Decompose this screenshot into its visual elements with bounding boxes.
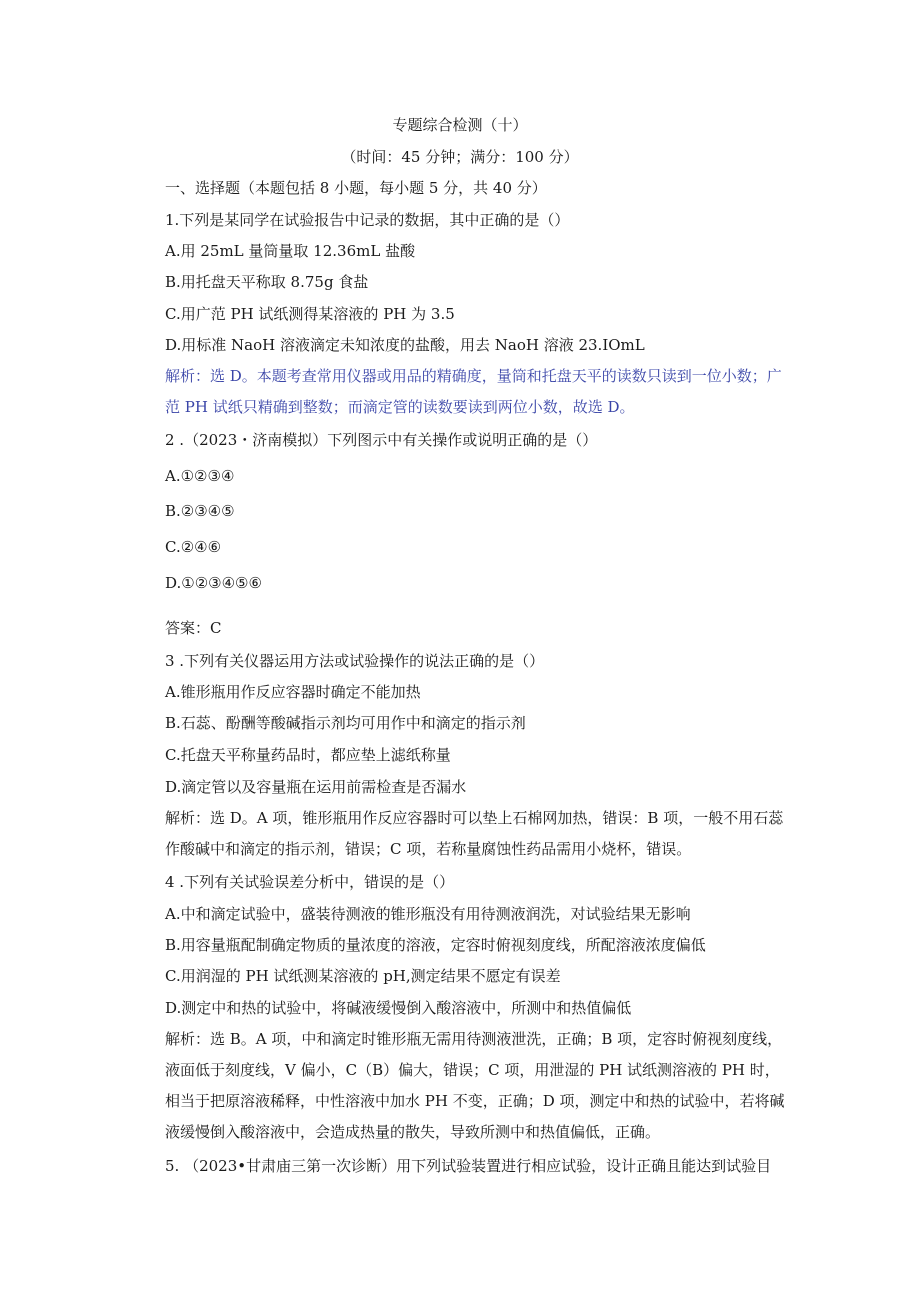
page-title: 专题综合检测（十）	[392, 116, 528, 134]
question-5-stem: 5. （2023•甘肃庙三第一次诊断）用下列试验装置进行相应试验，设计正确且能达到试验目	[165, 1157, 772, 1175]
question-4-stem: 4 .下列有关试验误差分析中，错误的是（）	[165, 873, 455, 891]
question-4-option-a: A.中和滴定试验中，盛装待测液的锥形瓶没有用待测液润洗，对试验结果无影响	[165, 905, 691, 923]
question-3-option-d: D.滴定管以及容量瓶在运用前需检查是否漏水	[165, 778, 467, 796]
question-1-stem: 1.下列是某同学在试验报告中记录的数据，其中正确的是（）	[165, 211, 570, 229]
question-1-explanation: 解析：选 D。本题考查常用仪器或用品的精确度，量筒和托盘天平的读数只读到一位小数；广范 PH 试纸只精确到整数；而滴定管的读数要读到两位小数，故选 D。	[165, 367, 782, 416]
question-2-option-a: A.①②③④	[165, 467, 235, 485]
question-3-option-a: A.锥形瓶用作反应容器时确定不能加热	[165, 683, 421, 701]
question-4-option-d: D.测定中和热的试验中，将碱液缓慢倒入酸溶液中，所测中和热值偏低	[165, 999, 632, 1017]
question-2-answer: 答案：C	[165, 619, 222, 637]
page-subtitle: （时间：45 分钟；满分：100 分）	[341, 148, 579, 166]
question-4-explanation: 解析：选 B。A 项，中和滴定时锥形瓶无需用待测液泄洗，正确；B 项，定容时俯视刻度线，液面低于刻度线，V 偏小，C（B）偏大，错误；C 项，用泄湿的 PH 试纸测溶液的 PH 时，相当于把原溶液稀释，中性溶液中加水 PH 不变，正确；D 项，测定中和热的试验中，若将碱液缓慢倒入酸溶液中，会造成热量的散失，导致所测中和热值偏低，正确。	[165, 1030, 785, 1141]
question-2-option-c: C.②④⑥	[165, 538, 222, 556]
question-1-option-d: D.用标准 NaoH 溶液滴定未知浓度的盐酸，用去 NaoH 溶液 23.IOmL	[165, 336, 645, 354]
question-2-option-b: B.②③④⑤	[165, 502, 235, 520]
question-1-option-b: B.用托盘天平称取 8.75g 食盐	[165, 273, 369, 291]
section-heading: 一、选择题（本题包括 8 小题，每小题 5 分，共 40 分）	[165, 179, 547, 197]
question-3-explanation: 解析：选 D。A 项，锥形瓶用作反应容器时可以垫上石棉网加热，错误：B 项，一般不用石蕊作酸碱中和滴定的指示剂，错误；C 项，若称量腐蚀性药品需用小烧杯，错误。	[165, 809, 784, 858]
question-3-option-b: B.石蕊、酚酬等酸碱指示剂均可用作中和滴定的指示剂	[165, 714, 526, 732]
question-2-stem: 2 .（2023・济南模拟）下列图示中有关操作或说明正确的是（）	[165, 431, 598, 449]
question-4-option-c: C.用润湿的 PH 试纸测某溶液的 pH,测定结果不愿定有误差	[165, 967, 561, 985]
question-1-option-a: A.用 25mL 量筒量取 12.36mL 盐酸	[165, 242, 416, 260]
question-4-option-b: B.用容量瓶配制确定物质的量浓度的溶液，定容时俯视刻度线，所配溶液浓度偏低	[165, 936, 706, 954]
question-1-option-c: C.用广范 PH 试纸测得某溶液的 PH 为 3.5	[165, 305, 455, 323]
question-3-option-c: C.托盘天平称量药品时，都应垫上滤纸称量	[165, 746, 451, 764]
question-3-stem: 3 .下列有关仪器运用方法或试验操作的说法正确的是（）	[165, 652, 545, 670]
question-2-option-d: D.①②③④⑤⑥	[165, 574, 262, 592]
